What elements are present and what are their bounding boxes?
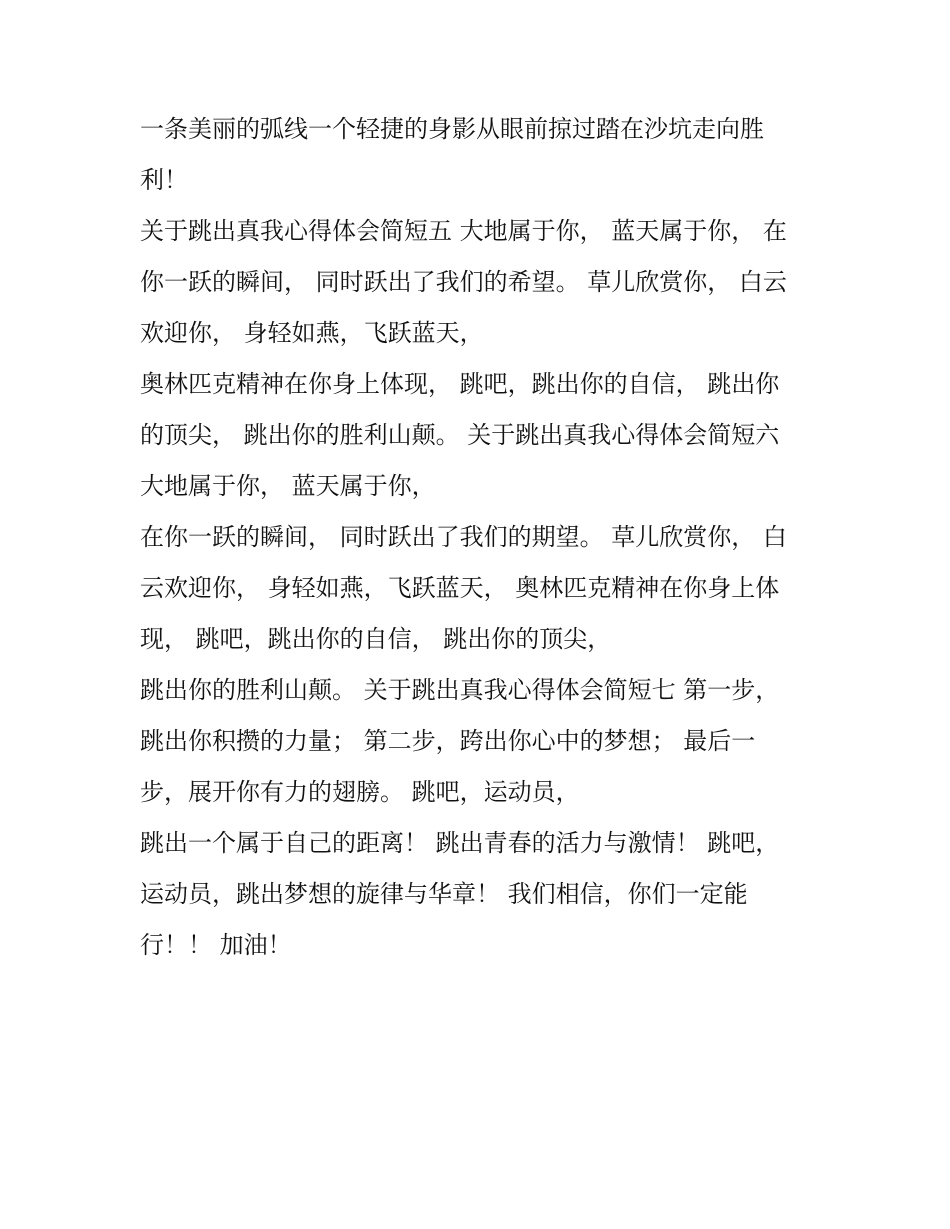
text-line: 跳出一个属于自己的距离！ 跳出青春的活力与激情！ 跳吧， [140, 829, 780, 857]
text-line: 行！！ 加油！ [140, 931, 292, 959]
text-line: 你一跃的瞬间， 同时跃出了我们的希望。 草儿欣赏你， 白云 [140, 268, 787, 296]
text-line: 跳出你积攒的力量； 第二步，跨出你心中的梦想； 最后一 [140, 727, 756, 755]
text-line: 步，展开你有力的翅膀。 跳吧，运动员， [140, 778, 580, 806]
text-line: 欢迎你， 身轻如燕，飞跃蓝天， [140, 319, 484, 347]
text-line: 利！ [140, 166, 188, 194]
text-line: 云欢迎你， 身轻如燕，飞跃蓝天， 奥林匹克精神在你身上体 [140, 574, 780, 602]
text-line: 现， 跳吧，跳出你的自信， 跳出你的顶尖， [140, 625, 612, 653]
text-line: 一条美丽的弧线一个轻捷的身影从眼前掠过踏在沙坑走向胜 [140, 115, 764, 143]
body-text [140, 104, 820, 971]
text-line: 在你一跃的瞬间， 同时跃出了我们的期望。 草儿欣赏你， 白 [140, 523, 787, 551]
text-line: 跳出你的胜利山颠。 关于跳出真我心得体会简短七 第一步， [140, 676, 780, 704]
text-line: 运动员，跳出梦想的旋律与华章！ 我们相信，你们一定能 [140, 880, 748, 908]
text-line: 的顶尖， 跳出你的胜利山颠。 关于跳出真我心得体会简短六 [140, 421, 780, 449]
text-line: 关于跳出真我心得体会简短五 大地属于你， 蓝天属于你， 在 [140, 217, 787, 245]
text-line: 奥林匹克精神在你身上体现， 跳吧，跳出你的自信， 跳出你 [140, 370, 780, 398]
text-line: 大地属于你， 蓝天属于你， [140, 472, 436, 500]
